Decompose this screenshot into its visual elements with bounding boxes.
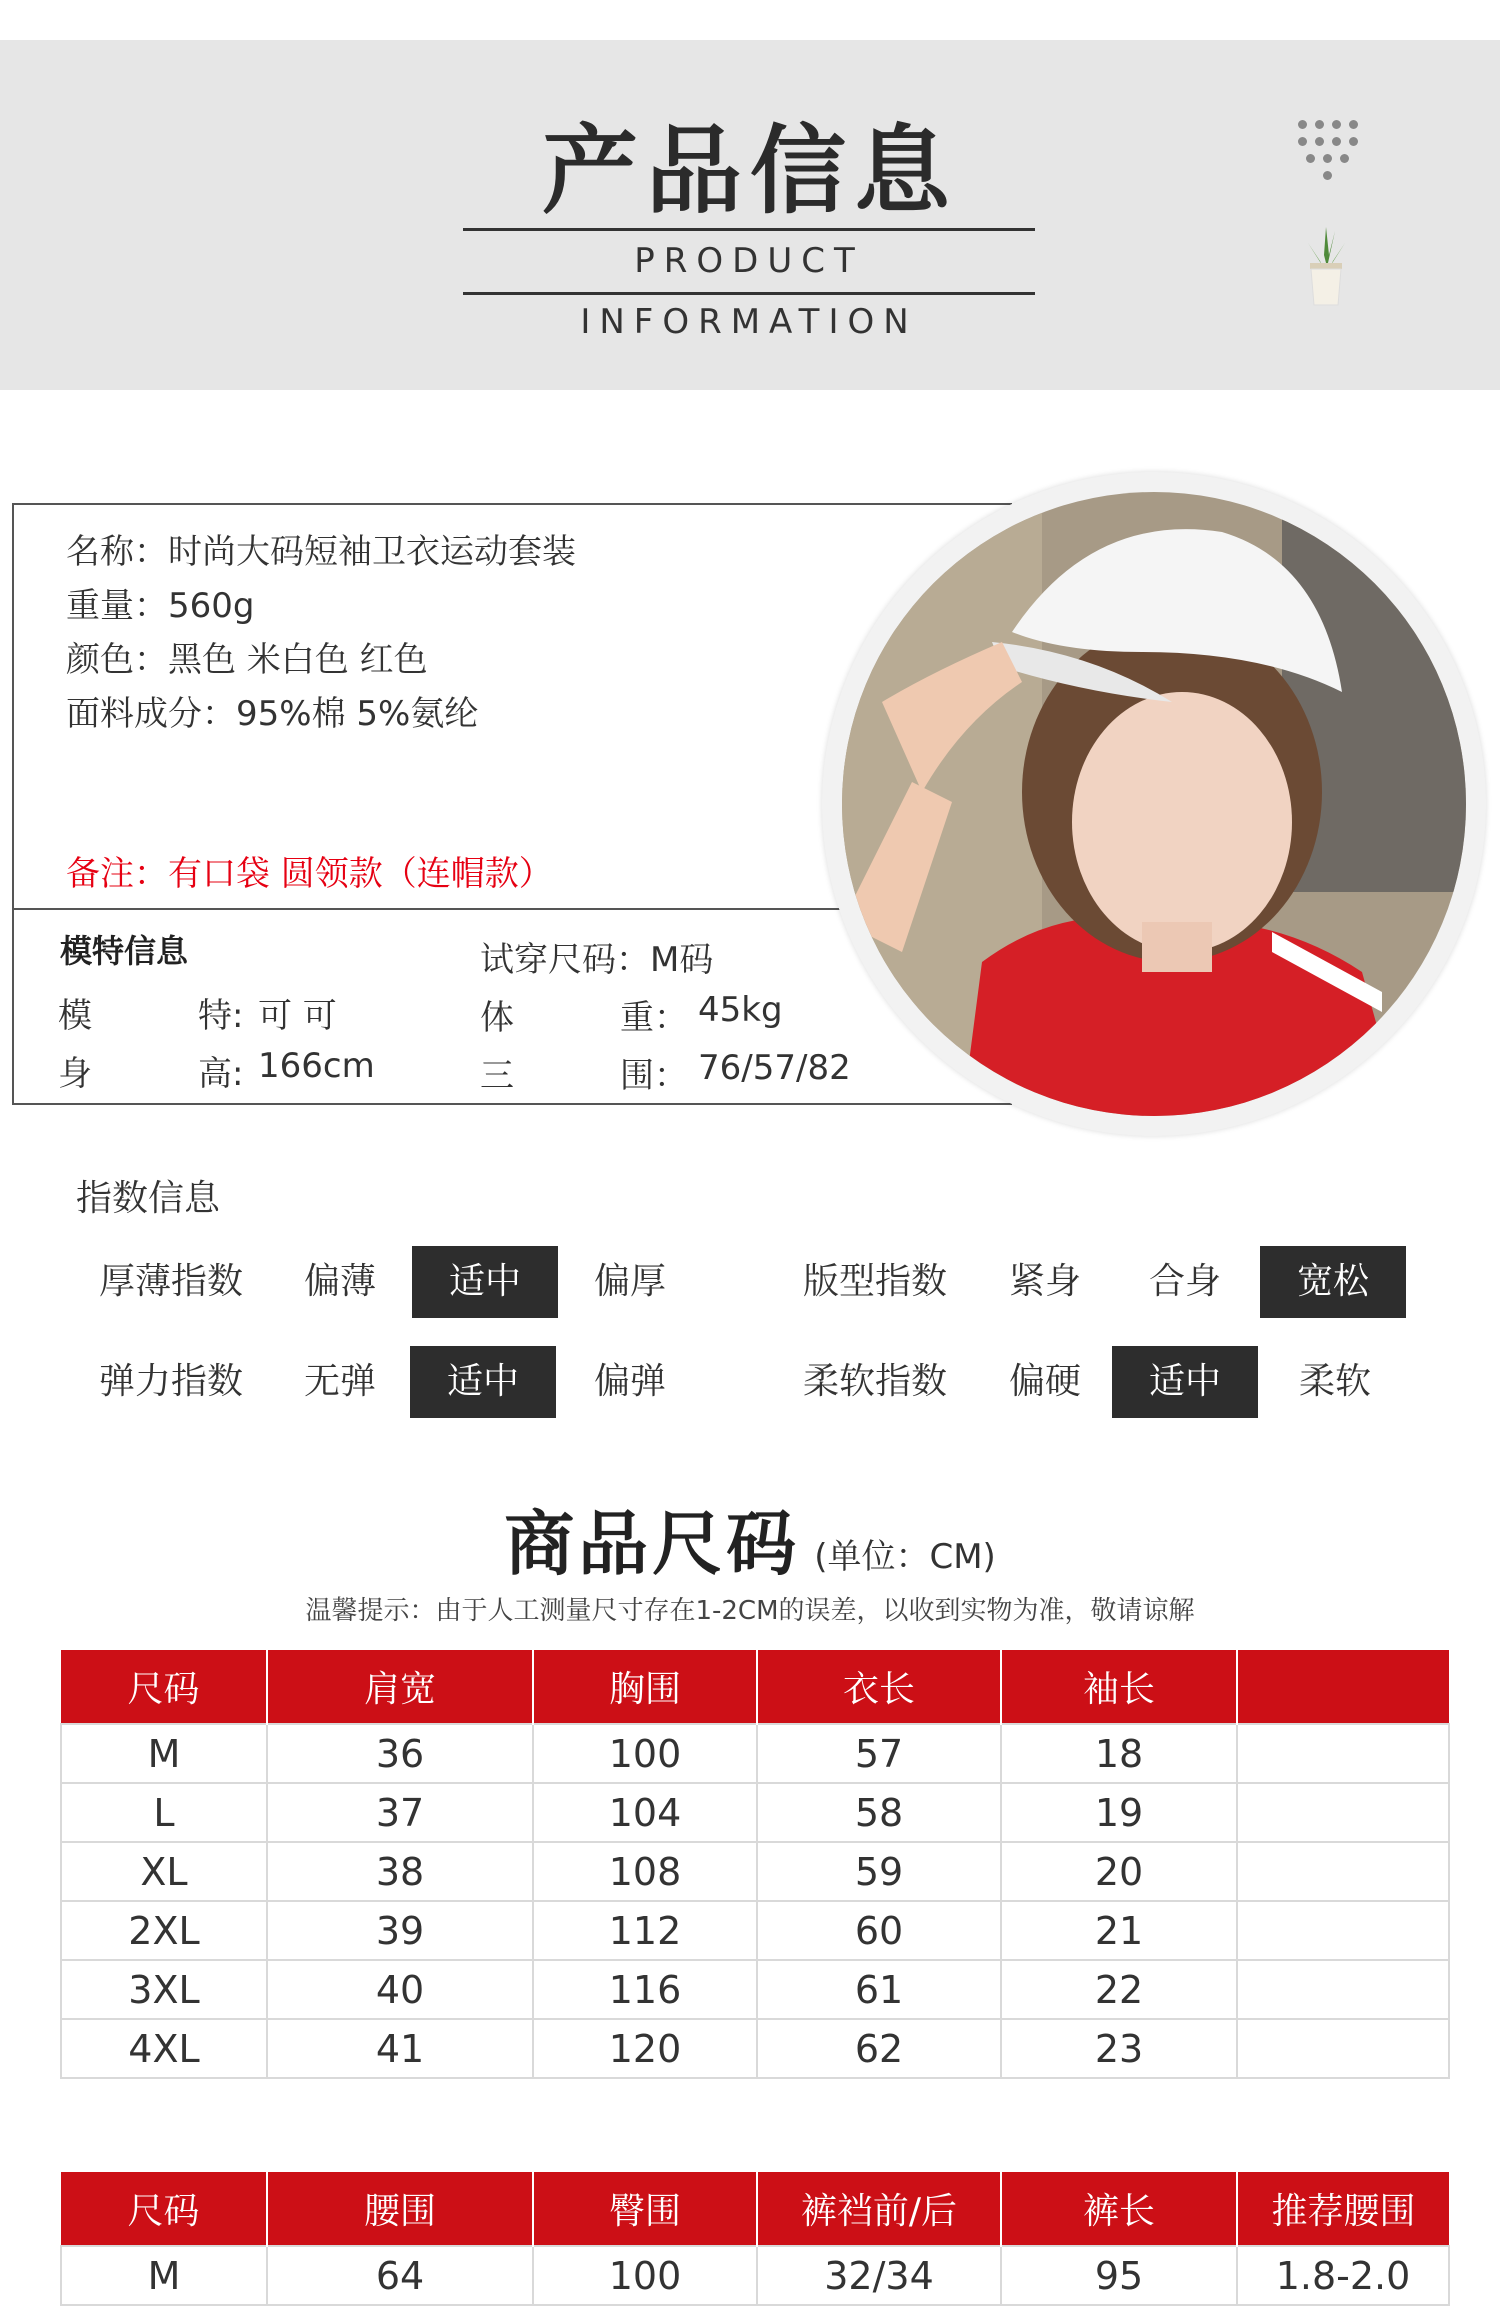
- model-photo: [842, 492, 1466, 1116]
- softness-option-medium-selected: 适中: [1112, 1346, 1258, 1418]
- table-cell: 4XL: [61, 2019, 267, 2078]
- table-header-cell: 裤裆前/后: [757, 2172, 1001, 2246]
- model-fit-size: 试穿尺码：M码: [480, 940, 714, 980]
- table-cell: 108: [533, 1842, 757, 1901]
- model-weight-label-1: 体: [480, 998, 514, 1038]
- page-subtitle: PRODUCT INFORMATION: [463, 228, 1035, 295]
- size-section-title: [0, 1488, 1500, 1589]
- header-banner: [0, 40, 1500, 390]
- product-colors: 颜色：黑色 米白色 红色: [66, 640, 428, 680]
- table-header-cell: 推荐腰围: [1237, 2172, 1449, 2246]
- table-row: [61, 1842, 1449, 1901]
- table-cell: 112: [533, 1901, 757, 1960]
- table-header-cell: [1237, 1650, 1449, 1724]
- table-cell: 40: [267, 1960, 533, 2019]
- model-weight-label-2: 重：: [620, 998, 688, 1038]
- model-info-title: 模特信息: [60, 932, 189, 970]
- table-cell: 1.8-2.0: [1237, 2246, 1449, 2305]
- table-cell: 100: [533, 2246, 757, 2305]
- table-cell: 38: [267, 1842, 533, 1901]
- product-name: 名称：时尚大码短袖卫衣运动套装: [66, 532, 576, 572]
- product-material: 面料成分：95%棉 5%氨纶: [66, 694, 479, 734]
- table-header-cell: 肩宽: [267, 1650, 533, 1724]
- table-cell: 21: [1001, 1901, 1237, 1960]
- table-cell: 36: [267, 1724, 533, 1783]
- table-cell: 64: [267, 2246, 533, 2305]
- table-header-cell: 袖长: [1001, 1650, 1237, 1724]
- table-cell: [1237, 1960, 1449, 2019]
- size-unit: (单位：CM): [814, 1537, 996, 1577]
- product-weight: 重量：560g: [66, 586, 255, 626]
- model-height-label-2: 高:: [198, 1054, 244, 1094]
- table-cell: 19: [1001, 1783, 1237, 1842]
- plant-icon: [1300, 225, 1352, 307]
- softness-index-label: 柔软指数: [802, 1361, 947, 1402]
- thickness-option-thin: 偏薄: [303, 1261, 376, 1302]
- table-cell: 32/34: [757, 2246, 1001, 2305]
- table-cell: [1237, 1724, 1449, 1783]
- table-header-cell: 裤长: [1001, 2172, 1237, 2246]
- top-size-table: [60, 1650, 1450, 2079]
- fit-index-label: 版型指数: [802, 1261, 947, 1302]
- table-cell: 120: [533, 2019, 757, 2078]
- table-cell: 57: [757, 1724, 1001, 1783]
- table-cell: 58: [757, 1783, 1001, 1842]
- table-cell: [1237, 1842, 1449, 1901]
- table-header-cell: 臀围: [533, 2172, 757, 2246]
- elasticity-index-label: 弹力指数: [98, 1361, 243, 1402]
- table-cell: XL: [61, 1842, 267, 1901]
- table-cell: 3XL: [61, 1960, 267, 2019]
- model-height-value: 166cm: [258, 1046, 375, 1086]
- table-cell: 41: [267, 2019, 533, 2078]
- table-cell: 37: [267, 1783, 533, 1842]
- elasticity-option-none: 无弹: [303, 1361, 376, 1402]
- table-cell: 100: [533, 1724, 757, 1783]
- table-header-cell: 腰围: [267, 2172, 533, 2246]
- softness-option-hard: 偏硬: [1008, 1361, 1081, 1402]
- table-cell: [1237, 1783, 1449, 1842]
- index-info-title: 指数信息: [76, 1178, 221, 1219]
- table-header-cell: 胸围: [533, 1650, 757, 1724]
- table-cell: 60: [757, 1901, 1001, 1960]
- table-cell: L: [61, 1783, 267, 1842]
- dots-icon: [1298, 120, 1358, 184]
- model-name-value: 可 可: [258, 996, 337, 1036]
- page-title: 产品信息: [542, 115, 958, 227]
- elasticity-option-medium-selected: 适中: [410, 1346, 556, 1418]
- product-note: 备注：有口袋 圆领款（连帽款）: [66, 854, 553, 894]
- model-name-label-2: 特:: [198, 996, 244, 1036]
- table-cell: 2XL: [61, 1901, 267, 1960]
- table-cell: 23: [1001, 2019, 1237, 2078]
- table-cell: 20: [1001, 1842, 1237, 1901]
- model-name-label-1: 模: [58, 996, 92, 1036]
- table-cell: M: [61, 2246, 267, 2305]
- model-measure-label-2: 围：: [620, 1056, 688, 1096]
- size-title-text: 商品尺码: [504, 1503, 801, 1585]
- model-weight-value: 45kg: [698, 990, 783, 1030]
- fit-option-tight: 紧身: [1008, 1261, 1081, 1302]
- softness-option-soft: 柔软: [1298, 1361, 1371, 1402]
- thickness-option-medium-selected: 适中: [412, 1246, 558, 1318]
- table-cell: 61: [757, 1960, 1001, 2019]
- table-row: [61, 1724, 1449, 1783]
- table-cell: 116: [533, 1960, 757, 2019]
- bottom-size-table: [60, 2172, 1450, 2306]
- table-row: [61, 2019, 1449, 2078]
- table-cell: [1237, 2019, 1449, 2078]
- thickness-index-label: 厚薄指数: [98, 1261, 243, 1302]
- table-cell: 18: [1001, 1724, 1237, 1783]
- model-measure-value: 76/57/82: [698, 1048, 851, 1088]
- table-cell: 62: [757, 2019, 1001, 2078]
- table-cell: M: [61, 1724, 267, 1783]
- table-header-cell: 尺码: [61, 2172, 267, 2246]
- elasticity-option-stretchy: 偏弹: [593, 1361, 666, 1402]
- table-row: [61, 1960, 1449, 2019]
- fit-option-regular: 合身: [1148, 1261, 1221, 1302]
- table-cell: [1237, 1901, 1449, 1960]
- size-tip: 温馨提示：由于人工测量尺寸存在1-2CM的误差，以收到实物为准，敬请谅解: [305, 1596, 1195, 1626]
- model-measure-label-1: 三: [480, 1056, 514, 1096]
- model-height-label-1: 身: [58, 1054, 92, 1094]
- fit-option-loose-selected: 宽松: [1260, 1246, 1406, 1318]
- table-cell: 39: [267, 1901, 533, 1960]
- table-row: [61, 1783, 1449, 1842]
- table-cell: 59: [757, 1842, 1001, 1901]
- table-header-row: [61, 2172, 1449, 2246]
- table-header-row: [61, 1650, 1449, 1724]
- table-cell: 95: [1001, 2246, 1237, 2305]
- table-cell: 104: [533, 1783, 757, 1842]
- table-header-cell: 尺码: [61, 1650, 267, 1724]
- thickness-option-thick: 偏厚: [593, 1261, 666, 1302]
- table-header-cell: 衣长: [757, 1650, 1001, 1724]
- table-cell: 22: [1001, 1960, 1237, 2019]
- table-row: [61, 1901, 1449, 1960]
- table-row: [61, 2246, 1449, 2305]
